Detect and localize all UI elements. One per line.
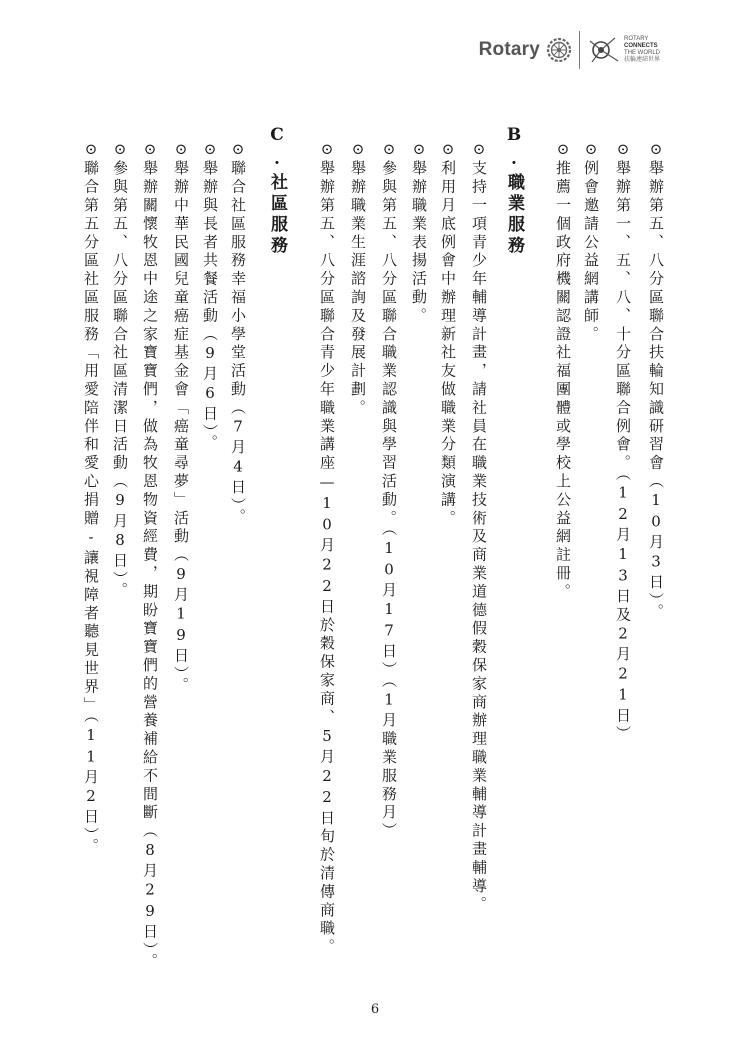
list-item: ⊙參與第五、八分區聯合職業認識與學習活動。（10月17日）（1月職業服務月） <box>380 140 398 841</box>
theme-line-3: THE WORLD <box>623 50 660 56</box>
bullet-icon: ⊙ <box>172 140 190 158</box>
bullet-icon: ⊙ <box>380 140 398 158</box>
bullet-icon: ⊙ <box>111 140 129 158</box>
list-item: ⊙舉辦第五、八分區聯合扶輪知識研習會（10月3日）。 <box>647 140 665 622</box>
bullet-icon: ⊙ <box>201 140 219 158</box>
bullet-icon: ⊙ <box>410 140 428 158</box>
theme-line-2: CONNECTS <box>623 43 658 49</box>
bullet-icon: ⊙ <box>318 140 336 158</box>
rotary-wheel-icon <box>546 37 572 63</box>
theme-line-1: ROTARY <box>623 36 649 42</box>
list-item: ⊙舉辦職業生涯諮詢及發展計劃。 <box>349 140 367 418</box>
list-item: ⊙舉辦與長者共餐活動（9月6日）。 <box>201 140 219 453</box>
list-item: ⊙例會邀請公益網講師。 <box>582 140 600 344</box>
bullet-icon: ⊙ <box>582 140 600 158</box>
list-item: ⊙舉辦中華民國兒童癌症基金會「癌童尋夢」活動（9月19日）。 <box>172 140 190 696</box>
theme-emblem-icon <box>587 35 621 65</box>
bullet-icon: ⊙ <box>554 140 572 158</box>
bullet-icon: ⊙ <box>141 140 159 158</box>
rotary-wordmark: Rotary <box>478 39 540 60</box>
section-heading-b: B.職業服務 <box>504 125 524 257</box>
list-item: ⊙舉辦第五、八分區聯合青少年職業講座—10月22日於穀保家商、5月22日旬於清傳商職。 <box>318 140 336 957</box>
list-item: ⊙舉辦第一、五、八、十分區聯合例會。（12月13日及2月21日） <box>614 140 632 744</box>
list-item: ⊙聯合社區服務幸福小學堂活動（7月4日）。 <box>229 140 247 527</box>
bullet-icon: ⊙ <box>349 140 367 158</box>
bullet-icon: ⊙ <box>614 140 632 158</box>
list-item: ⊙舉辦職業表揚活動。 <box>410 140 428 326</box>
list-item: ⊙支持一項青少年輔導計畫，請社員在職業技術及商業道德假穀保家商辦理職業輔導計畫輔導。 <box>470 140 488 915</box>
bullet-icon: ⊙ <box>470 140 488 158</box>
header-divider <box>579 31 580 69</box>
header-logos <box>479 28 660 72</box>
theme-logo <box>587 35 660 65</box>
list-item: ⊙推薦一個政府機關認證社福團體或學校上公益網註冊。 <box>554 140 572 602</box>
bullet-icon: ⊙ <box>647 140 665 158</box>
bullet-icon: ⊙ <box>82 140 100 158</box>
list-item: ⊙參與第五、八分區聯合社區清潔日活動（9月8日）。 <box>111 140 129 601</box>
theme-line-4: 扶輪連結世界 <box>623 57 660 63</box>
page-number: 6 <box>370 1002 380 1017</box>
list-item: ⊙舉辦關懷牧恩中途之家寶寶們，做為牧恩物資經費，期盼寶寶們的營養補給不間斷（8月29日）。 <box>141 140 159 972</box>
list-item: ⊙利用月底例會中辦理新社友做職業分類演講。 <box>439 140 457 528</box>
list-item: ⊙聯合第五分區社區服務「用愛陪伴和愛心捐贈-讓視障者聽見世界」（11月2日）。 <box>82 140 100 857</box>
bullet-icon: ⊙ <box>439 140 457 158</box>
bullet-icon: ⊙ <box>229 140 247 158</box>
section-heading-c: C.社區服務 <box>267 125 287 257</box>
